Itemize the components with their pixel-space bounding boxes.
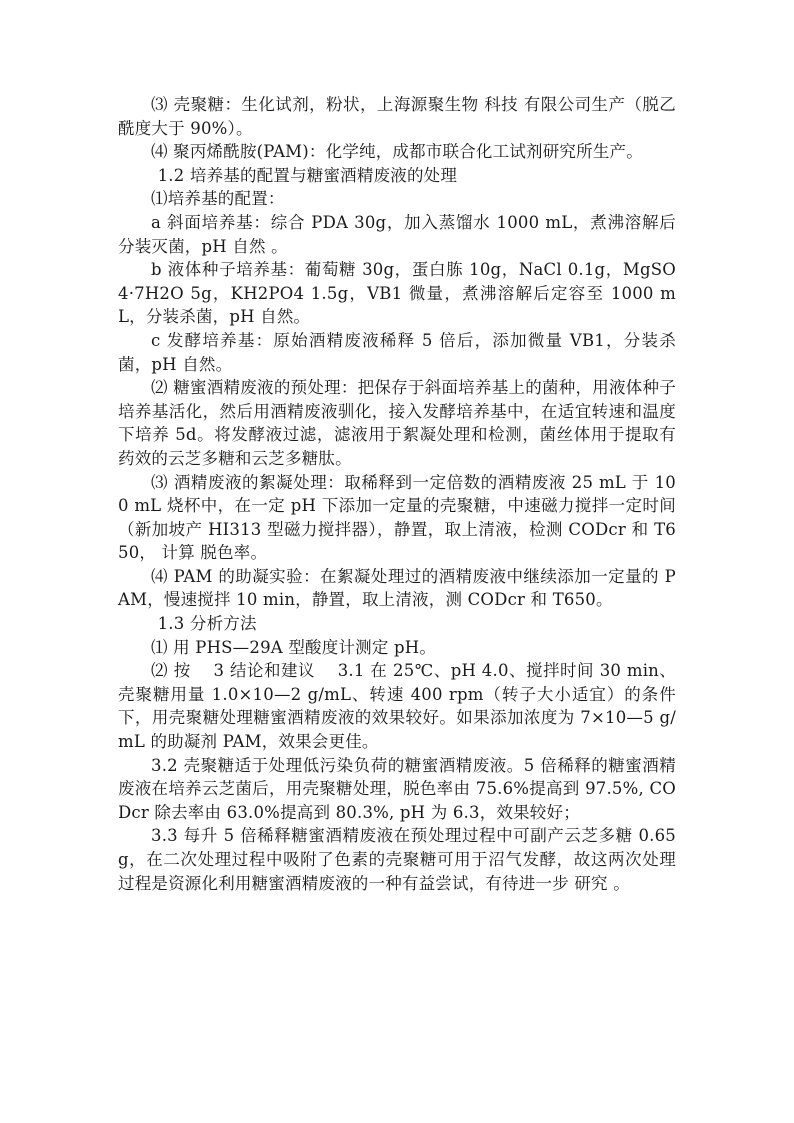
paragraph-conclusion-3-1: ⑵ 按 3 结论和建议 3.1 在 25℃、pH 4.0、搅拌时间 30 min、壳聚糖用量 1.0×10—2 g/mL、转速 400 rpm（转子大小适宜）的条件下，用壳聚糖处理糖蜜酒精废液的效果较好。如果添加浓度为 7×10—5 g/mL 的助凝剂 PAM，效果会更佳。 (118, 661, 676, 752)
paragraph-fermentation-medium: c 发酵培养基：原始酒精废液稀释 5 倍后，添加微量 VB1，分装杀菌，pH 自然。 (118, 330, 676, 374)
section-heading-1-2: 1.2 培养基的配置与糖蜜酒精废液的处理 (157, 165, 458, 185)
paragraph-chitosan: ⑶ 壳聚糖：生化试剂，粉状，上海源聚生物 科技 有限公司生产（脱乙酰度大于 90%）。 (118, 95, 676, 138)
paragraph-flocculation: ⑶ 酒精废液的絮凝处理：取稀释到一定倍数的酒精废液 25 mL 于 100 mL 烧杯中，在一定 pH 下添加一定量的壳聚糖，中速磁力搅拌一定时间（新加坡产 HI313 型磁力搅拌器），静置，取上清液，检测 CODcr 和 T650， 计算 脱色率。 (118, 472, 676, 563)
section-heading-1-3: 1.3 分析方法 (157, 614, 257, 634)
paragraph-pretreatment: ⑵ 糖蜜酒精废液的预处理：把保存于斜面培养基上的菌种，用液体种子培养基活化，然后用酒精废液驯化，接入发酵培养基中，在适宜转速和温度下培养 5d。将发酵液过滤，滤液用于絮凝处理和检测，菌丝体用于提取有药效的云芝多糖和云芝多糖肽。 (118, 378, 676, 468)
paragraph-medium-config: ⑴培养基的配置： (151, 189, 285, 209)
paragraph-slant-medium: a 斜面培养基：综合 PDA 30g，加入蒸馏水 1000 mL，煮沸溶解后分装灭菌，pH 自然 。 (118, 212, 676, 256)
paragraph-seed-medium: b 液体种子培养基：葡萄糖 30g，蛋白胨 10g，NaCl 0.1g，MgSO4·7H2O 5g，KH2PO4 1.5g，VB1 微量，煮沸溶解后定容至 1000 mL，分装杀菌，pH 自然。 (118, 260, 676, 327)
paragraph-conclusion-3-2: 3.2 壳聚糖适于处理低污染负荷的糖蜜酒精废液。5 倍稀释的糖蜜酒精废液在培养云芝菌后，用壳聚糖处理，脱色率由 75.6%提高到 97.5%, CODcr 除去率由 63.0%提高到 80.3%, pH 为 6.3，效果较好； (118, 755, 676, 822)
document-page (118, 93, 676, 895)
paragraph-ph-method: ⑴ 用 PHS—29A 型酸度计测定 pH。 (151, 637, 437, 657)
paragraph-pam-coagulation: ⑷ PAM 的助凝实验：在絮凝处理过的酒精废液中继续添加一定量的 PAM，慢速搅拌 10 min，静置，取上清液，测 CODcr 和 T650。 (118, 566, 676, 610)
paragraph-pam: ⑷ 聚丙烯酰胺(PAM)：化学纯，成都市联合化工试剂研究所生产。 (151, 142, 643, 162)
paragraph-conclusion-3-3: 3.3 每升 5 倍稀释糖蜜酒精废液在预处理过程中可副产云芝多糖 0.65g，在二次处理过程中吸附了色素的壳聚糖可用于沼气发酵，故这两次处理过程是资源化利用糖蜜酒精废液的一种有益尝试，有待进一步 研究 。 (118, 826, 676, 893)
